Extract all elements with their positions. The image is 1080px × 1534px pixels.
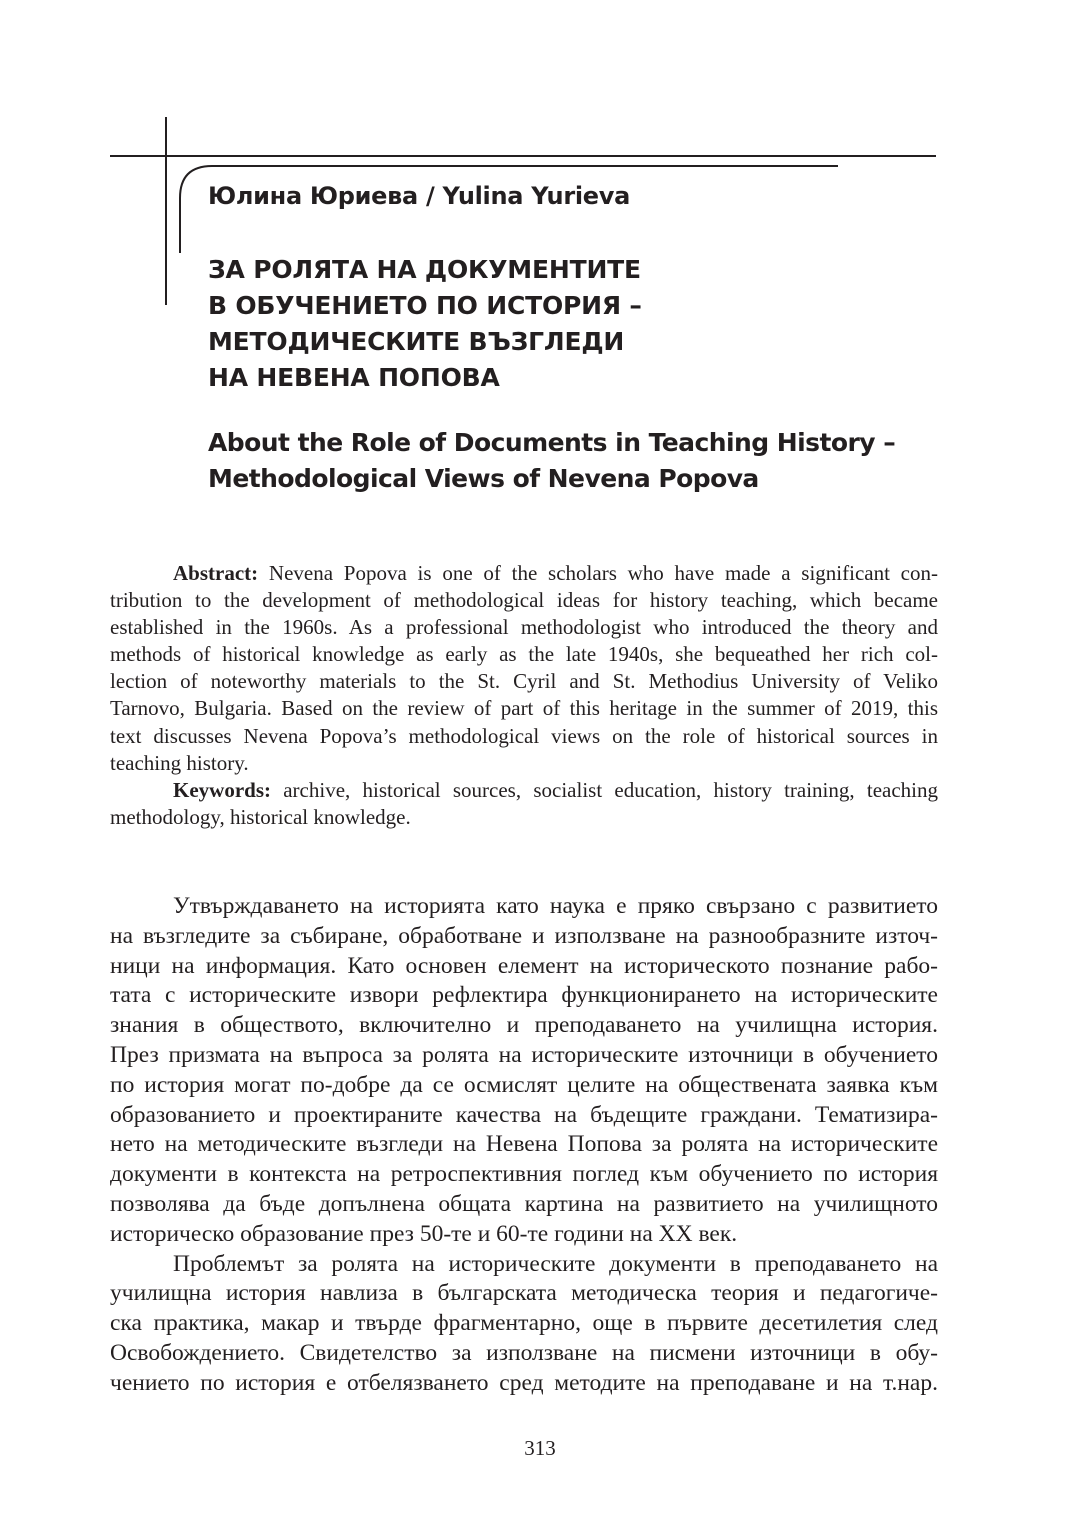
paragraph-line: ска практика, макар и твърде фрагментарно, още в първите десетилетия след	[110, 1310, 938, 1337]
paragraph-line: позволява да бъде допълнена общата картина на развитието на училищното	[110, 1190, 938, 1217]
abstract-section	[110, 560, 938, 831]
title-bulgarian-line: НА НЕВЕНА ПОПОВА	[208, 363, 500, 392]
body-text	[110, 892, 938, 1399]
paragraph-line: чението по история е отбелязването сред методите на преподаване и на т.нар.	[110, 1369, 938, 1396]
paragraph-line: Освобождението. Свидетелство за използване на писмени източници в обу-	[110, 1339, 938, 1366]
title-bulgarian-line: ЗА РОЛЯТА НА ДОКУМЕНТИТЕ	[208, 255, 641, 284]
paragraph-line: През призмата на въпроса за ролята на историческите източници в обучението	[110, 1041, 938, 1068]
abstract-label: Abstract:	[173, 561, 259, 585]
title-bulgarian-line: МЕТОДИЧЕСКИТЕ ВЪЗГЛЕДИ	[208, 327, 625, 356]
paragraph-line: нето на методическите възгледи на Невена Попова за ролята на историческите	[110, 1131, 938, 1158]
title-bulgarian	[208, 252, 642, 396]
abstract-line: methods of historical knowledge as early as the late 1940s, she bequeathed her rich col-	[110, 642, 938, 667]
paragraph-line: тата с историческите извори рефлектира функционирането на историческите	[110, 982, 938, 1009]
paragraph-line: документи в контекста на ретроспективния поглед към обучението по история	[110, 1161, 938, 1188]
keywords-line: methodology, historical knowledge.	[110, 804, 411, 829]
title-english-line: About the Role of Documents in Teaching History –	[208, 428, 896, 457]
paragraph-line: образованието и проектираните качества на бъдещите граждани. Тематизира-	[110, 1101, 938, 1128]
keywords-label: Keywords:	[173, 777, 271, 802]
paragraph-line: историческо образование през 50-те и 60-те години на XX век.	[110, 1220, 738, 1247]
author-name: Юлина Юриева / Yulina Yurieva	[208, 182, 631, 210]
abstract-line: Tarnovo, Bulgaria. Based on the review of part of this heritage in the summer of 2019, this	[110, 696, 938, 721]
abstract-line: teaching history.	[110, 750, 249, 775]
abstract-line: Abstract: Nevena Popova is one of the scholars who have made a significant con-	[173, 561, 938, 585]
title-english	[208, 425, 895, 497]
abstract-line: established in the 1960s. As a professional methodologist who introduced the theory and	[110, 615, 938, 640]
paragraph-line: Утвърждаването на историята като наука е пряко свързано с развитието	[173, 893, 938, 919]
paragraph-line: по история могат по-добре да се осмислят целите на обществената заявка към	[110, 1071, 938, 1098]
abstract-line: tribution to the development of methodological ideas for history teaching, which became	[110, 588, 938, 613]
title-bulgarian-line: В ОБУЧЕНИЕТО ПО ИСТОРИЯ –	[208, 291, 642, 320]
paragraph-line: ници на информация. Като основен елемент на историческото познание рабо-	[110, 952, 938, 979]
abstract-line: text discusses Nevena Popova’s methodological views on the role of historical sources in	[110, 723, 938, 748]
paragraph-line: Проблемът за ролята на историческите документи в преподаването на	[173, 1250, 938, 1277]
title-english-line: Methodological Views of Nevena Popova	[208, 464, 759, 493]
paragraph-line: на възгледите за събиране, обработване и използване на разнообразните източ-	[110, 922, 938, 949]
keywords-line: Keywords: archive, historical sources, socialist education, history training, teaching	[173, 777, 938, 802]
page-number: 313	[524, 1436, 556, 1460]
paragraph-line: знания в обществото, включително и преподаването на училищна история.	[110, 1012, 938, 1039]
abstract-line: lection of noteworthy materials to the St. Cyril and St. Methodius University of Veliko	[110, 669, 938, 694]
paragraph-line: училищна история навлиза в българската методическа теория и педагогиче-	[110, 1280, 938, 1307]
